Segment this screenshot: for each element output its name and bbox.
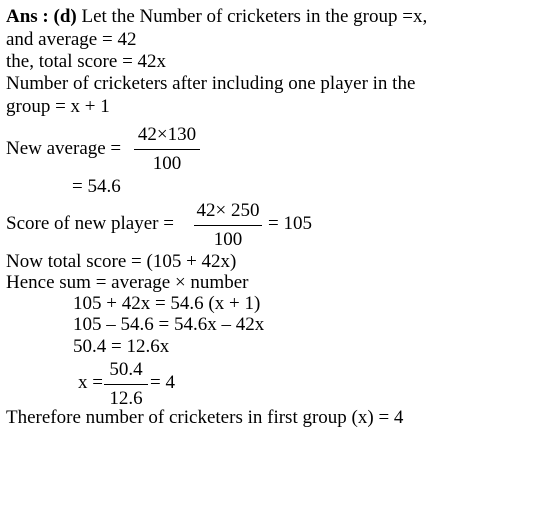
now-total-score-line: Now total score = (105 + 42x): [6, 251, 237, 272]
cricketers-line: Number of cricketers after including one player in the: [6, 73, 416, 94]
new-average-label: New average =: [6, 138, 122, 159]
score-numerator: 42× 250: [196, 200, 260, 221]
equation-1: 105 + 42x = 54.6 (x + 1): [73, 293, 261, 314]
score-fraction-bar: [194, 225, 262, 226]
score-result: = 105: [268, 213, 312, 234]
new-average-fraction-bar: [134, 149, 200, 150]
hence-sum-line: Hence sum = average × number: [6, 272, 249, 293]
answer-label: Ans : (d): [6, 6, 77, 27]
total-score-line: the, total score = 42x: [6, 51, 167, 72]
answer-line: [6, 6, 427, 28]
x-fraction-bar: [104, 384, 148, 385]
average-line: and average = 42: [6, 29, 137, 50]
new-average-result: = 54.6: [72, 176, 121, 197]
score-denominator: 100: [213, 229, 243, 250]
new-average-numerator: 42×130: [137, 124, 197, 145]
equation-3: 50.4 = 12.6x: [73, 336, 170, 357]
x-numerator: 50.4: [109, 359, 143, 380]
x-label: x =: [78, 372, 103, 393]
x-result: = 4: [150, 372, 175, 393]
conclusion-line: Therefore number of cricketers in first group (x) = 4: [6, 407, 404, 428]
equation-2: 105 – 54.6 = 54.6x – 42x: [73, 314, 265, 335]
group-line: group = x + 1: [6, 96, 110, 117]
score-label: Score of new player =: [6, 213, 174, 234]
answer-intro: Let the Number of cricketers in the group =x,: [76, 6, 428, 27]
x-denominator: 12.6: [109, 388, 143, 409]
new-average-denominator: 100: [152, 153, 182, 174]
